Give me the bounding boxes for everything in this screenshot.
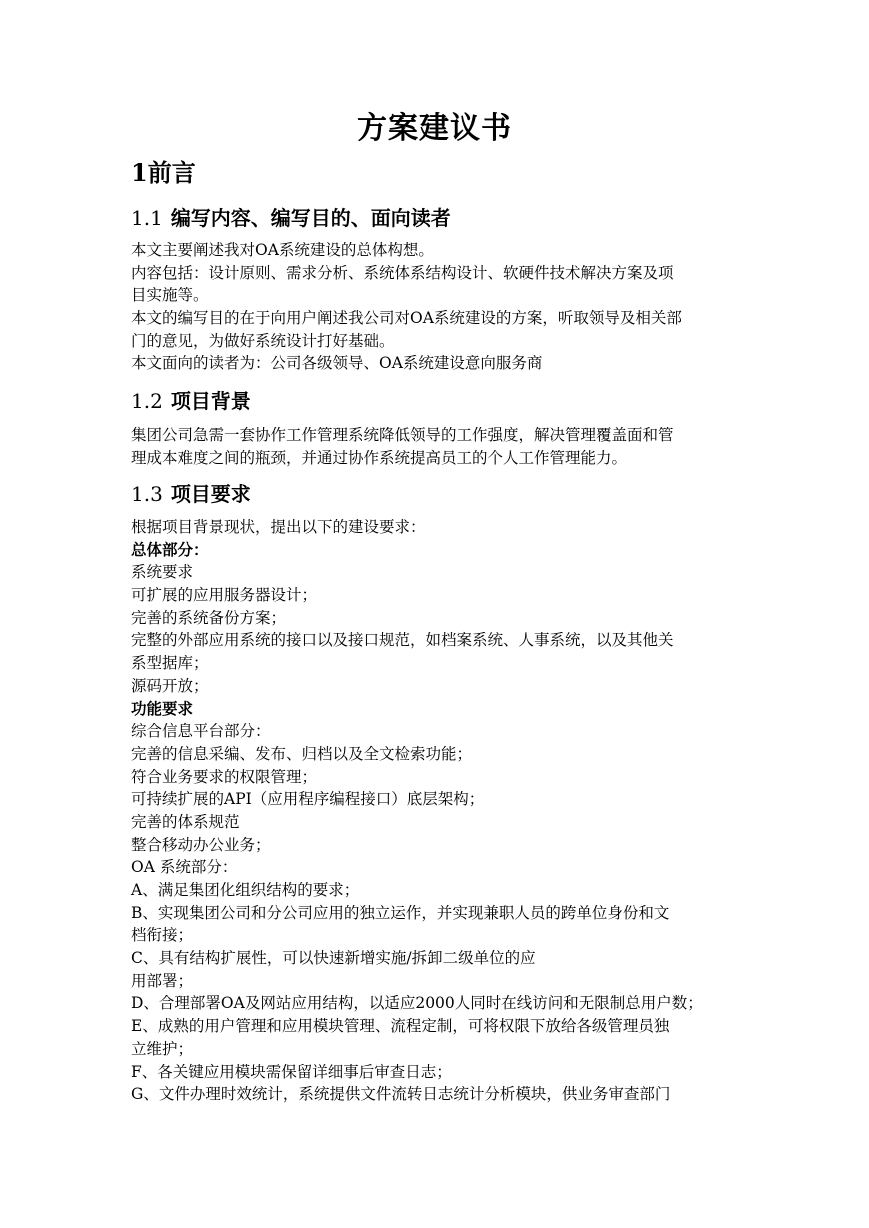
text-line: E、成熟的用户管理和应用模块管理、流程定制，可将权限下放给各级管理员独 (131, 1017, 670, 1036)
section-heading-1-2 (131, 387, 251, 415)
text-line: 完善的系统备份方案； (131, 608, 287, 627)
text-line: 档衔接； (131, 926, 194, 945)
subheading-function: 功能要求 (131, 699, 194, 718)
text-line: 源码开放； (131, 676, 209, 695)
section-title: 编写内容、编写目的、面向读者 (170, 206, 451, 230)
section-body-1-2 (131, 424, 741, 469)
text-line: 本文的编写目的在于向用户阐述我公司对OA系统建设的方案，听取领导及相关部 (131, 309, 682, 328)
section-heading-1-1 (131, 204, 451, 232)
text-line: 立维护； (131, 1039, 194, 1058)
text-line: 完善的信息采编、发布、归档以及全文检索功能； (131, 744, 473, 763)
section-number: 1.2 (131, 389, 163, 413)
text-line: 符合业务要求的权限管理； (131, 767, 318, 786)
text-line: 可持续扩展的API（应用程序编程接口）底层架构； (131, 790, 485, 809)
text-line: A、满足集团化组织结构的要求； (131, 881, 360, 899)
text-line: G、文件办理时效统计，系统提供文件流转日志统计分析模块，供业务审查部门 (131, 1085, 671, 1104)
text-line: OA 系统部分： (131, 858, 238, 877)
text-line: 整合移动办公业务； (131, 835, 271, 854)
subheading-overall: 总体部分： (131, 540, 209, 559)
text-line: C、具有结构扩展性，可以快速新增实施/拆卸二级单位的应 (131, 949, 536, 968)
text-line: 集团公司急需一套协作工作管理系统降低领导的工作强度，解决管理覆盖面和管 (131, 426, 674, 444)
text-line: D、合理部署OA及网站应用结构，以适应2000人同时在线访问和无限制总用户数； (131, 994, 703, 1013)
chapter-heading: 1前言 (131, 158, 196, 187)
text-line: 可扩展的应用服务器设计； (131, 586, 318, 605)
text-line: 用部署； (131, 971, 194, 990)
section-body-1-3 (131, 516, 741, 1106)
text-line: 系统要求 (131, 563, 194, 582)
document-title: 方案建议书 (357, 111, 512, 146)
section-title: 项目要求 (170, 482, 251, 506)
section-number: 1.1 (131, 206, 163, 230)
text-line: 目实施等。 (131, 286, 209, 305)
text-line: 完整的外部应用系统的接口以及接口规范，如档案系统、人事系统，以及其他关 (131, 631, 674, 650)
text-line: 系型据库； (131, 654, 209, 673)
section-heading-1-3 (131, 480, 251, 508)
text-line: 综合信息平台部分： (131, 722, 271, 741)
section-body-1-1 (131, 239, 741, 375)
section-number: 1.3 (131, 482, 163, 506)
text-line: 本文面向的读者为：公司各级领导、OA系统建设意向服务商 (131, 354, 543, 373)
text-line: F、各关键应用模块需保留详细事后审查日志； (131, 1062, 452, 1081)
text-line: 根据项目背景现状，提出以下的建设要求： (131, 518, 426, 536)
section-title: 项目背景 (170, 389, 251, 413)
text-line: B、实现集团公司和分公司应用的独立运作，并实现兼职人员的跨单位身份和文 (131, 903, 670, 922)
text-line: 门的意见，为做好系统设计打好基础。 (131, 331, 395, 350)
text-line: 完善的体系规范 (131, 812, 240, 831)
text-line: 理成本难度之间的瓶颈，并通过协作系统提高员工的个人工作管理能力。 (131, 448, 628, 467)
text-line: 本文主要阐述我对OA系统建设的总体构想。 (131, 241, 434, 259)
text-line: 内容包括：设计原则、需求分析、系统体系结构设计、软硬件技术解决方案及项 (131, 263, 674, 282)
